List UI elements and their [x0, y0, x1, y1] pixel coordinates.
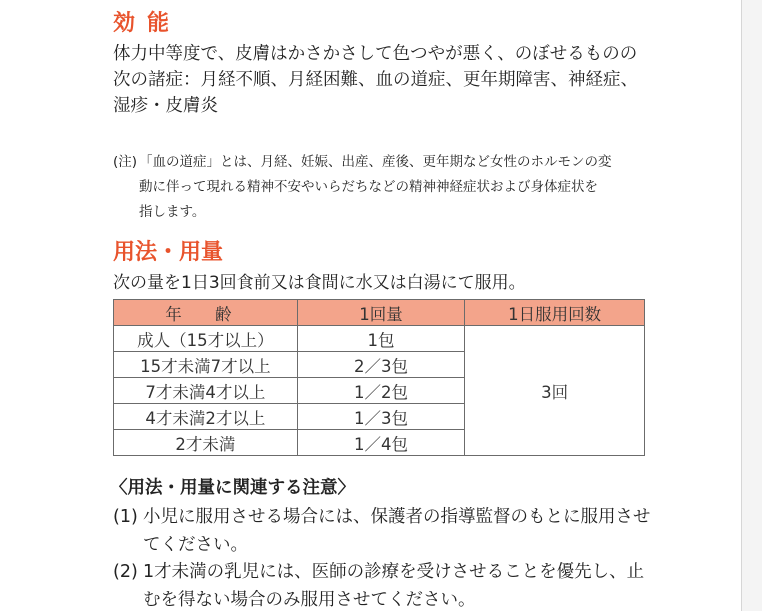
age-cell: 4才未満2才以上 [114, 404, 298, 430]
caution-item-line-1: 1才未満の乳児には、医師の診療を受けさせることを優先し、止 [143, 562, 645, 582]
amount-cell: 1／4包 [297, 430, 465, 456]
amount-cell: 1／3包 [297, 404, 465, 430]
efficacy-note [113, 150, 683, 225]
header-age: 年 齢 [114, 300, 298, 326]
note-line-1: 「血の道症」とは、月経、妊娠、出産、産後、更年期など女性のホルモンの変 [139, 154, 612, 170]
age-cell: 成人（15才以上） [114, 326, 298, 352]
header-single-dose: 1回量 [297, 300, 465, 326]
age-cell: 7才未満4才以上 [114, 378, 298, 404]
caution-item [113, 503, 673, 559]
caution-item-line-2: てください。 [143, 535, 248, 555]
age-cell: 2才未満 [114, 430, 298, 456]
efficacy-text [113, 41, 673, 119]
table-row [114, 326, 645, 352]
caution-item-number: (1) [113, 507, 138, 527]
amount-cell: 2／3包 [297, 352, 465, 378]
note-line-2: 動に伴って現れる精神不安やいらだちなどの精神神経症状および身体症状を [139, 179, 598, 195]
note-mark: (注) [113, 154, 138, 170]
dosage-intro: 次の量を1日3回食前又は食間に水又は白湯にて服用。 [113, 273, 526, 293]
note-line-3: 指します。 [139, 204, 206, 220]
efficacy-line-3: 湿疹・皮膚炎 [113, 96, 218, 116]
dosage-table-header-row [114, 300, 645, 326]
caution-item-line-2: むを得ない場合のみ服用させてください。 [143, 590, 476, 610]
efficacy-line-1: 体力中等度で、皮膚はかさかさして色つやが悪く、のぼせるものの [113, 44, 638, 64]
dosage-heading: 用法・用量 [113, 240, 224, 265]
daily-times-cell: 3回 [465, 326, 645, 456]
dosage-table [113, 299, 645, 456]
caution-title: 〈用法・用量に関連する注意〉 [110, 478, 355, 498]
caution-item [113, 558, 673, 614]
efficacy-line-2: 次の諸症：月経不順、月経困難、血の道症、更年期障害、神経症、 [113, 70, 638, 90]
header-daily-times: 1日服用回数 [465, 300, 645, 326]
age-cell: 15才未満7才以上 [114, 352, 298, 378]
viewer-gutter [742, 0, 762, 611]
caution-item-line-1: 小児に服用させる場合には、保護者の指導監督のもとに服用させ [143, 507, 651, 527]
amount-cell: 1／2包 [297, 378, 465, 404]
caution-item-number: (2) [113, 562, 138, 582]
efficacy-heading: 効能 [113, 11, 182, 36]
amount-cell: 1包 [297, 326, 465, 352]
